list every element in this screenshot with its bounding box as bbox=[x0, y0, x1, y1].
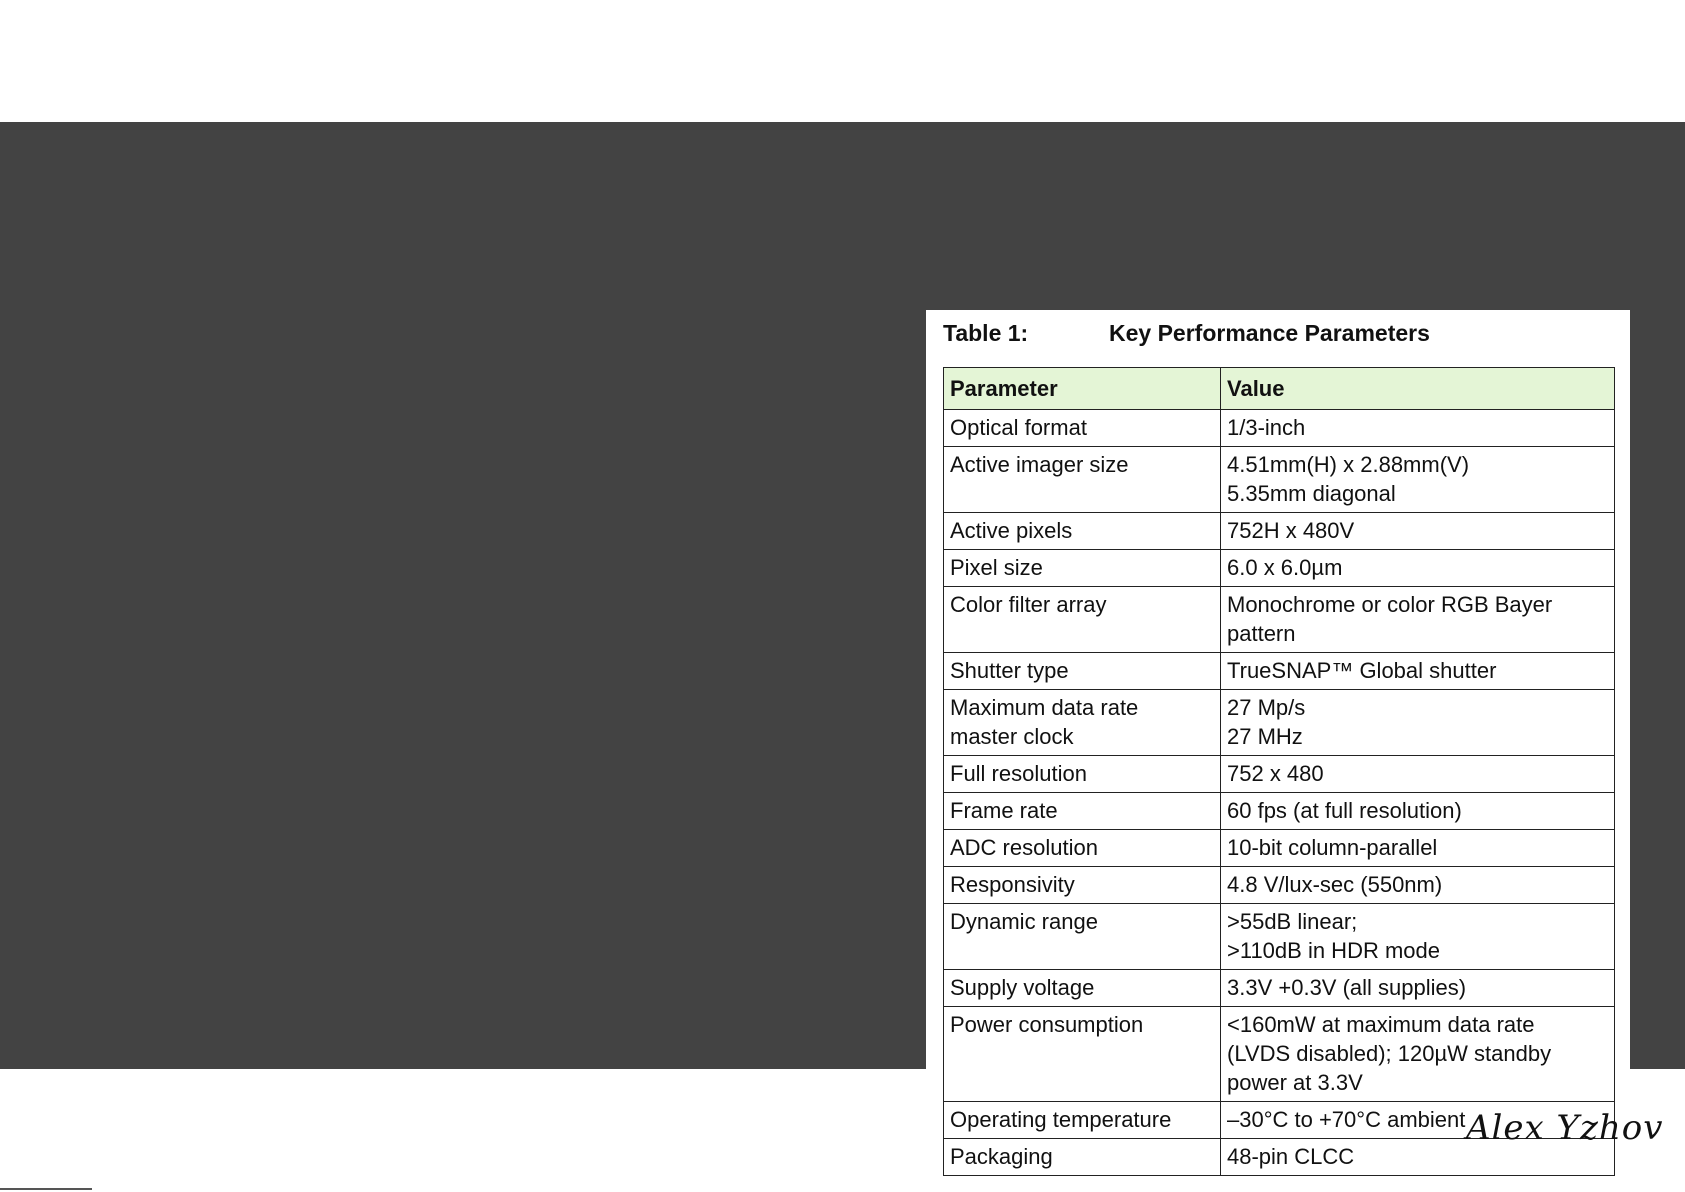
value-cell bbox=[1221, 690, 1615, 756]
value-cell bbox=[1221, 653, 1615, 690]
table-header-row bbox=[944, 368, 1615, 410]
value-line: 10-bit column-parallel bbox=[1227, 835, 1438, 860]
value-line: TrueSNAP™ Global shutter bbox=[1227, 658, 1497, 683]
value-cell bbox=[1221, 1007, 1615, 1102]
table-body bbox=[944, 410, 1615, 1176]
parameter-line: ADC resolution bbox=[950, 835, 1098, 860]
value-cell bbox=[1221, 830, 1615, 867]
value-cell bbox=[1221, 410, 1615, 447]
parameter-line: Frame rate bbox=[950, 798, 1058, 823]
parameter-cell bbox=[944, 550, 1221, 587]
value-line: Monochrome or color RGB Bayer bbox=[1227, 592, 1553, 617]
key-performance-parameters-table bbox=[943, 367, 1615, 1176]
value-line: 1/3-inch bbox=[1227, 415, 1306, 440]
value-line: 752 x 480 bbox=[1227, 761, 1324, 786]
table-row bbox=[944, 1007, 1615, 1102]
value-line: (LVDS disabled); 120µW standby bbox=[1227, 1041, 1552, 1066]
parameter-cell bbox=[944, 513, 1221, 550]
parameter-cell bbox=[944, 690, 1221, 756]
value-line: 27 Mp/s bbox=[1227, 695, 1306, 720]
table-row bbox=[944, 550, 1615, 587]
parameter-line: Shutter type bbox=[950, 658, 1069, 683]
parameter-line: Power consumption bbox=[950, 1012, 1144, 1037]
value-cell bbox=[1221, 550, 1615, 587]
value-line: >55dB linear; bbox=[1227, 909, 1358, 934]
parameter-cell bbox=[944, 970, 1221, 1007]
author-signature: Alex Yzhov bbox=[1466, 1108, 1664, 1148]
value-line: pattern bbox=[1227, 621, 1296, 646]
header-parameter: Parameter bbox=[944, 368, 1221, 410]
value-line: 6.0 x 6.0µm bbox=[1227, 555, 1343, 580]
parameter-line: Supply voltage bbox=[950, 975, 1095, 1000]
parameter-cell bbox=[944, 867, 1221, 904]
value-cell bbox=[1221, 793, 1615, 830]
value-cell bbox=[1221, 587, 1615, 653]
table-row bbox=[944, 587, 1615, 653]
table-row bbox=[944, 793, 1615, 830]
table-row bbox=[944, 653, 1615, 690]
parameter-cell bbox=[944, 587, 1221, 653]
parameter-line: Dynamic range bbox=[950, 909, 1098, 934]
corner-divider bbox=[0, 1188, 92, 1190]
parameter-cell bbox=[944, 1102, 1221, 1139]
parameter-line: Active imager size bbox=[950, 452, 1129, 477]
value-line: <160mW at maximum data rate bbox=[1227, 1012, 1535, 1037]
table-caption-title: Key Performance Parameters bbox=[1109, 320, 1430, 346]
table-row bbox=[944, 970, 1615, 1007]
parameter-cell bbox=[944, 1007, 1221, 1102]
value-line: 48-pin CLCC bbox=[1227, 1144, 1355, 1169]
value-cell bbox=[1221, 447, 1615, 513]
parameter-line: master clock bbox=[950, 724, 1074, 749]
value-line: >110dB in HDR mode bbox=[1227, 938, 1440, 963]
value-cell bbox=[1221, 904, 1615, 970]
parameter-cell bbox=[944, 904, 1221, 970]
table-row bbox=[944, 690, 1615, 756]
parameter-cell bbox=[944, 830, 1221, 867]
table-row bbox=[944, 867, 1615, 904]
parameter-line: Pixel size bbox=[950, 555, 1043, 580]
table-row bbox=[944, 830, 1615, 867]
value-line: 60 fps (at full resolution) bbox=[1227, 798, 1462, 823]
parameter-line: Packaging bbox=[950, 1144, 1053, 1169]
parameter-cell bbox=[944, 447, 1221, 513]
value-line: 3.3V +0.3V (all supplies) bbox=[1227, 975, 1467, 1000]
parameter-line: Active pixels bbox=[950, 518, 1073, 543]
value-line: –30°C to +70°C ambient bbox=[1227, 1107, 1466, 1132]
value-cell bbox=[1221, 513, 1615, 550]
table-row bbox=[944, 447, 1615, 513]
value-line: power at 3.3V bbox=[1227, 1070, 1363, 1095]
value-line: 5.35mm diagonal bbox=[1227, 481, 1396, 506]
table-caption-number: Table 1: bbox=[943, 320, 1029, 346]
table-row bbox=[944, 410, 1615, 447]
value-cell bbox=[1221, 867, 1615, 904]
table-row bbox=[944, 756, 1615, 793]
value-line: 752H x 480V bbox=[1227, 518, 1355, 543]
value-cell bbox=[1221, 970, 1615, 1007]
parameter-line: Full resolution bbox=[950, 761, 1087, 786]
parameter-line: Optical format bbox=[950, 415, 1087, 440]
parameter-line: Operating temperature bbox=[950, 1107, 1172, 1132]
value-line: 4.8 V/lux-sec (550nm) bbox=[1227, 872, 1443, 897]
parameter-cell bbox=[944, 793, 1221, 830]
parameter-cell bbox=[944, 756, 1221, 793]
value-cell bbox=[1221, 756, 1615, 793]
parameter-cell bbox=[944, 1139, 1221, 1176]
parameter-cell bbox=[944, 653, 1221, 690]
value-line: 4.51mm(H) x 2.88mm(V) bbox=[1227, 452, 1470, 477]
table-row bbox=[944, 513, 1615, 550]
parameter-line: Maximum data rate bbox=[950, 695, 1139, 720]
parameter-cell bbox=[944, 410, 1221, 447]
value-line: 27 MHz bbox=[1227, 724, 1303, 749]
header-value: Value bbox=[1221, 368, 1615, 410]
parameter-line: Responsivity bbox=[950, 872, 1075, 897]
parameter-line: Color filter array bbox=[950, 592, 1107, 617]
table-row bbox=[944, 904, 1615, 970]
